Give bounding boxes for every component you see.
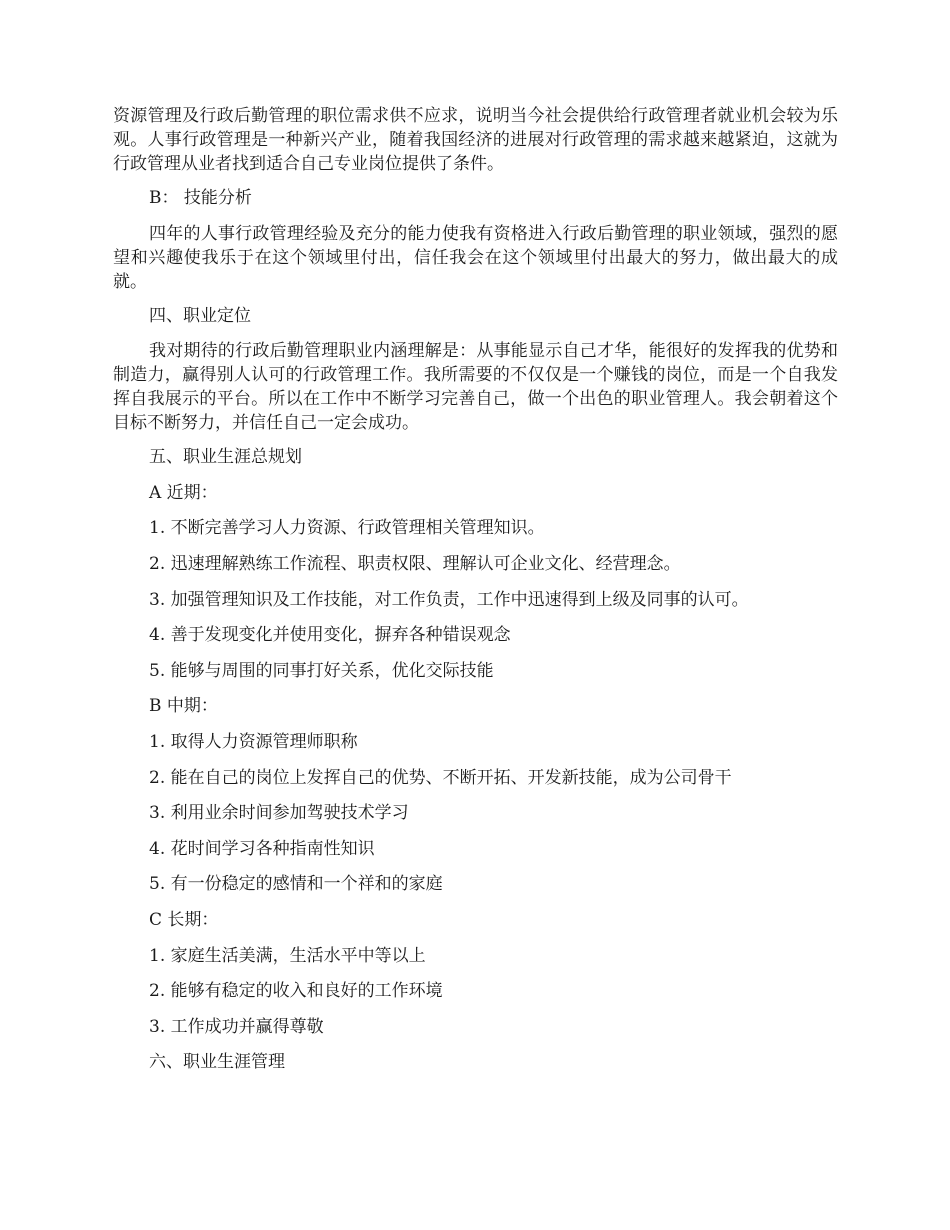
subheading-long-term: C 长期： — [149, 909, 219, 930]
subheading-short-term: A 近期： — [149, 482, 218, 503]
list-item: 1. 不断完善学习人力资源、行政管理相关管理知识。 — [149, 518, 545, 539]
list-item: 2. 能在自己的岗位上发挥自己的优势、不断开拓、开发新技能，成为公司骨干 — [149, 767, 732, 788]
list-item: 2. 能够有稳定的收入和良好的工作环境 — [149, 981, 443, 1002]
subheading-mid-term: B 中期： — [149, 696, 218, 717]
list-item: 1. 取得人力资源管理师职称 — [149, 731, 358, 752]
paragraph-0: 资源管理及行政后勤管理的职位需求供不应求，说明当今社会提供给行政管理者就业机会较为乐观。人事行政管理是一种新兴产业，随着我国经济的进展对行政管理的需求越来越紧迫，这就为行政管理从业者找到适合自己专业岗位提供了条件。 — [113, 106, 838, 174]
list-item: 4. 善于发现变化并使用变化，摒弃各种错误观念 — [149, 625, 511, 646]
section-heading-management: 六、职业生涯管理 — [149, 1052, 285, 1073]
paragraph-skills: 四年的人事行政管理经验及充分的能力使我有资格进入行政后勤管理的职业领域，强烈的愿望和兴趣使我乐于在这个领域里付出，信任我会在这个领域里付出最大的努力，做出最大的成就。 — [113, 223, 838, 292]
section-heading-positioning: 四、职业定位 — [149, 305, 251, 326]
list-item: 2. 迅速理解熟练工作流程、职责权限、理解认可企业文化、经营理念。 — [149, 553, 681, 574]
section-heading-skills: B： 技能分析 — [149, 188, 252, 208]
section-heading-plan: 五、职业生涯总规划 — [149, 447, 302, 468]
list-item: 3. 加强管理知识及工作技能，对工作负责，工作中迅速得到上级及同事的认可。 — [149, 589, 749, 610]
paragraph-positioning: 我对期待的行政后勤管理职业内涵理解是：从事能显示自己才华，能很好的发挥我的优势和制造力，赢得别人认可的行政管理工作。我所需要的不仅仅是一个赚钱的岗位，而是一个自我发挥自我展示的平台。所以在工作中不断学习完善自己，做一个出色的职业管理人。我会朝着这个目标不断努力，并信任自己一定会成功。 — [113, 341, 838, 434]
list-item: 5. 能够与周围的同事打好关系，优化交际技能 — [149, 660, 494, 681]
list-item: 1. 家庭生活美满，生活水平中等以上 — [149, 945, 426, 966]
list-item: 5. 有一份稳定的感情和一个祥和的家庭 — [149, 874, 443, 895]
list-item: 3. 利用业余时间参加驾驶技术学习 — [149, 803, 409, 824]
list-item: 3. 工作成功并赢得尊敬 — [149, 1016, 324, 1037]
list-item: 4. 花时间学习各种指南性知识 — [149, 838, 375, 859]
